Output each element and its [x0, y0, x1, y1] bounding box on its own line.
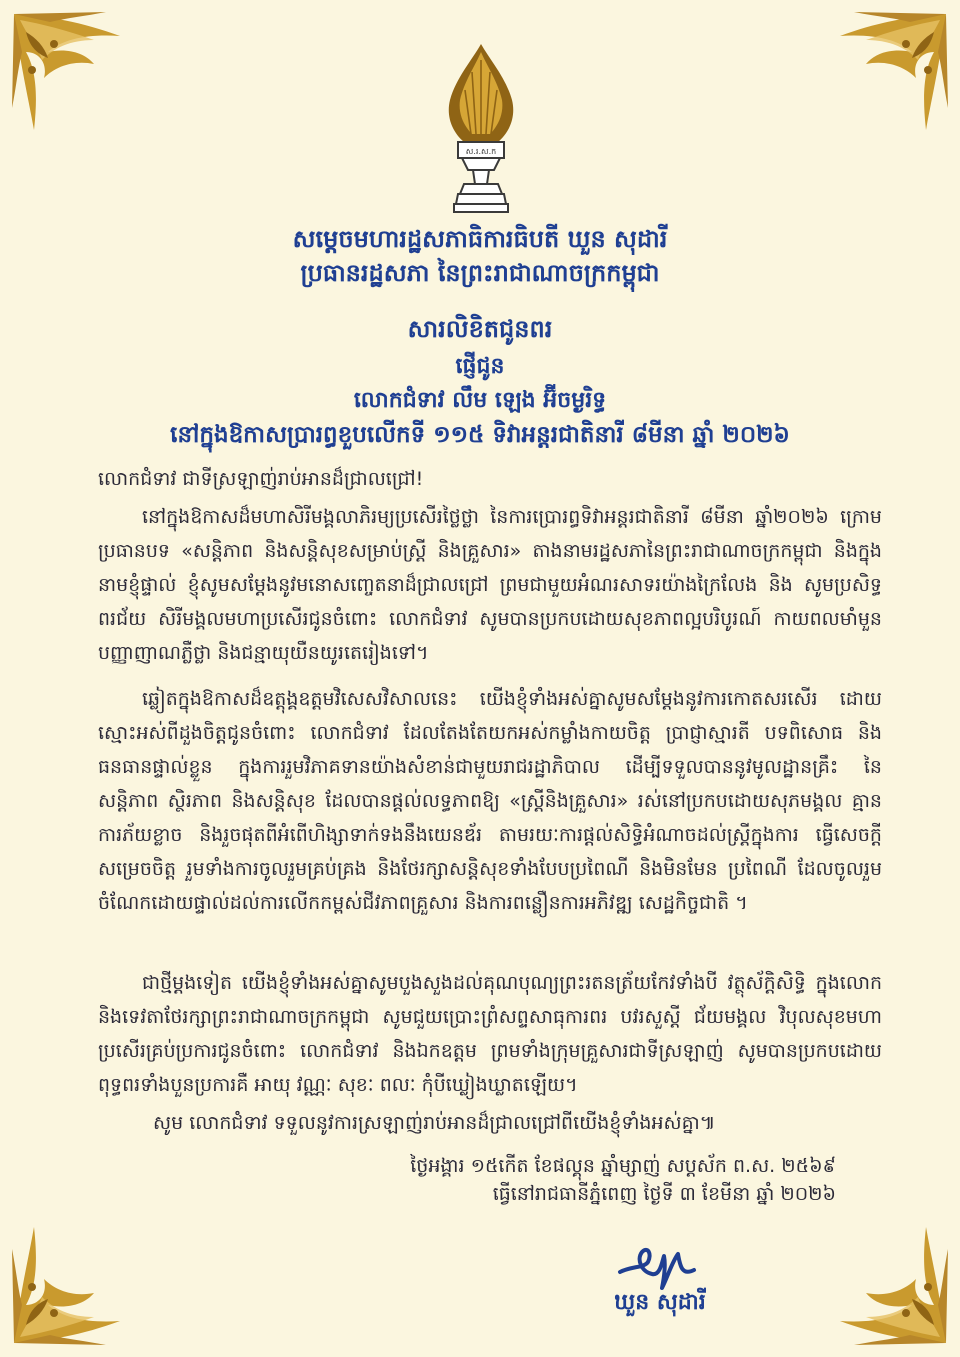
body-paragraph-2: ឆ្លៀតក្នុងឱកាសដ៏ឧត្តុង្គឧត្តមវិសេសវិសាលនេះ យើងខ្ញុំទាំងអស់គ្នាសូមសម្តែងនូវការកោតសរសើរ ដោយស្មោះអស់ពីដួងចិត្តជូនចំពោះ លោកជំទាវ ដែលតែងតែយកអស់កម្លាំងកាយចិត្ត ប្រាជ្ញាស្មារតី បទពិសោធ និងធនធានផ្ទាល់ខ្លួន ក្នុងការរួមវិភាគទានយ៉ាងសំខាន់ជាមួយរាជរដ្ឋាភិបាល ដើម្បីទទួលបាននូវមូលដ្ឋានគ្រឹះ នៃសន្តិភាព ស្ថិរភាព និងសន្តិសុខ ដែលបានផ្តល់លទ្ធភាពឱ្យ «ស្ត្រីនិងគ្រួសារ» រស់នៅប្រកបដោយសុភមង្គល គ្មានការភ័យខ្លាច និងរួចផុតពីអំពើហិង្សាទាក់ទងនឹងយេនឌ័រ តាមរយៈការផ្តល់សិទ្ធិអំណាចដល់ស្ត្រីក្នុងការ ធ្វើសេចក្តីសម្រេចចិត្ត រួមទាំងការចូលរួមគ្រប់គ្រង និងថែរក្សាសន្តិសុខទាំងបែបប្រពៃណី និងមិនមែន ប្រពៃណី ដែលចូលរួមចំណែកដោយផ្ទាល់ដល់ការលើកកម្ពស់ជីវភាពគ្រួសារ និងការពន្លឿនការអភិវឌ្ឍ សេដ្ឋកិច្ចជាតិ ។ — [98, 688, 882, 914]
kbach-corner-ornament-icon — [8, 1219, 128, 1349]
sender-position: ប្រធានរដ្ឋសភា នៃព្រះរាជាណាចក្រកម្ពុជា — [300, 259, 660, 287]
emblem-lettering: ស.រ.ស.ក — [465, 147, 497, 156]
corner-ornament-bottom-left — [8, 1219, 128, 1349]
letter-title: សារលិខិតជូនពរ — [407, 315, 553, 343]
kbach-corner-ornament-icon — [832, 8, 952, 138]
corner-ornament-top-right — [832, 8, 952, 138]
signer-name: ឃួន សុដារី — [614, 1290, 706, 1315]
recipient-name: លោកជំទាវ លឹម ឡេង អ៊ីចម្ងរិទ្ធ — [353, 388, 607, 413]
body-paragraph-1: នៅក្នុងឱកាសដ៏មហាសិរីមង្គលាភិរម្យប្រសើរថ្លៃថ្លា នៃការប្រោរព្ធទិវាអន្តរជាតិនារី ៨មីនា ឆ្នាំ២០២៦ ក្រោមប្រធានបទ «សន្តិភាព និងសន្តិសុខសម្រាប់ស្ត្រី និងគ្រួសារ» តាងនាមរដ្ឋសភានៃព្រះរាជាណាចក្រកម្ពុជា និងក្នុងនាមខ្ញុំផ្ទាល់ ខ្ញុំសូមសម្តែងនូវមនោសញ្ចេតនាដ៏ជ្រាលជ្រៅ ព្រមជាមួយអំណរសាទរយ៉ាងក្រៃលែង និង សូមប្រសិទ្ធពរជ័យ សិរីមង្គលមហាប្រសើរជូនចំពោះ លោកជំទាវ សូមបានប្រកបដោយសុខភាពល្អបរិបូរណ៍ កាយពលមាំមួន បញ្ញាញាណភ្លឺថ្លា និងជន្មាយុយឺនយូរតេរៀងទៅ។ — [98, 506, 882, 664]
corner-ornament-top-left — [8, 8, 128, 138]
royal-crest-emblem-icon — [440, 42, 522, 217]
solar-date-place: ធ្វើនៅរាជធានីភ្នំពេញ ថ្ងៃទី ៣ ខែមីនា ឆ្នាំ ២០២៦ — [492, 1183, 836, 1205]
greeting: លោកជំទាវ ជាទីស្រឡាញ់រាប់អានដ៏ជ្រាលជ្រៅ! — [98, 468, 424, 490]
national-assembly-emblem — [440, 42, 522, 217]
closing-paragraph: សូម លោកជំទាវ ទទួលនូវការស្រឡាញ់រាប់អានដ៏ជ្រាលជ្រៅពីយើងខ្ញុំទាំងអស់គ្នា៕ — [153, 1112, 716, 1134]
letter-addressed-to-label: ផ្ញើជូន — [455, 354, 505, 379]
handwritten-signature-icon — [612, 1232, 702, 1296]
kbach-corner-ornament-icon — [8, 8, 128, 138]
occasion-line: នៅក្នុងឱកាសប្រារព្ធខួបលើកទី ១១៥ ទិវាអន្តរជាតិនារី ៨មីនា ឆ្នាំ ២០២៦ — [170, 422, 790, 448]
sender-title: សម្តេចមហារដ្ឋសភាធិការធិបតី ឃួន សុដារី — [292, 225, 668, 253]
signature — [612, 1232, 702, 1296]
corner-ornament-bottom-right — [832, 1219, 952, 1349]
lunar-date: ថ្ងៃអង្គារ ១៥កើត ខែផល្គុន ឆ្នាំម្សាញ់ សប្តស័ក ព.ស. ២៥៦៩ — [410, 1155, 836, 1177]
body-paragraph-3: ជាថ្មីម្តងទៀត យើងខ្ញុំទាំងអស់គ្នាសូមបួងសួងដល់គុណបុណ្យព្រះរតនត្រ័យកែវទាំងបី វត្ថុស័ក្តិសិទ្ធិ ក្នុងលោក និងទេវតាថែរក្សាព្រះរាជាណាចក្រកម្ពុជា សូមជួយប្រោះព្រំសព្ទសាធុការពរ បវរសួស្តី ជ័យមង្គល វិបុលសុខមហាប្រសើរគ្រប់ប្រការជូនចំពោះ លោកជំទាវ និងឯកឧត្តម ព្រមទាំងក្រុមគ្រួសារជាទីស្រឡាញ់ សូមបានប្រកបដោយពុទ្ធពរទាំងបួនប្រការគឺ អាយុ វណ្ណៈ សុខៈ ពលៈ កុំបីឃ្លៀងឃ្លាតឡើយ។ — [98, 972, 882, 1096]
kbach-corner-ornament-icon — [832, 1219, 952, 1349]
